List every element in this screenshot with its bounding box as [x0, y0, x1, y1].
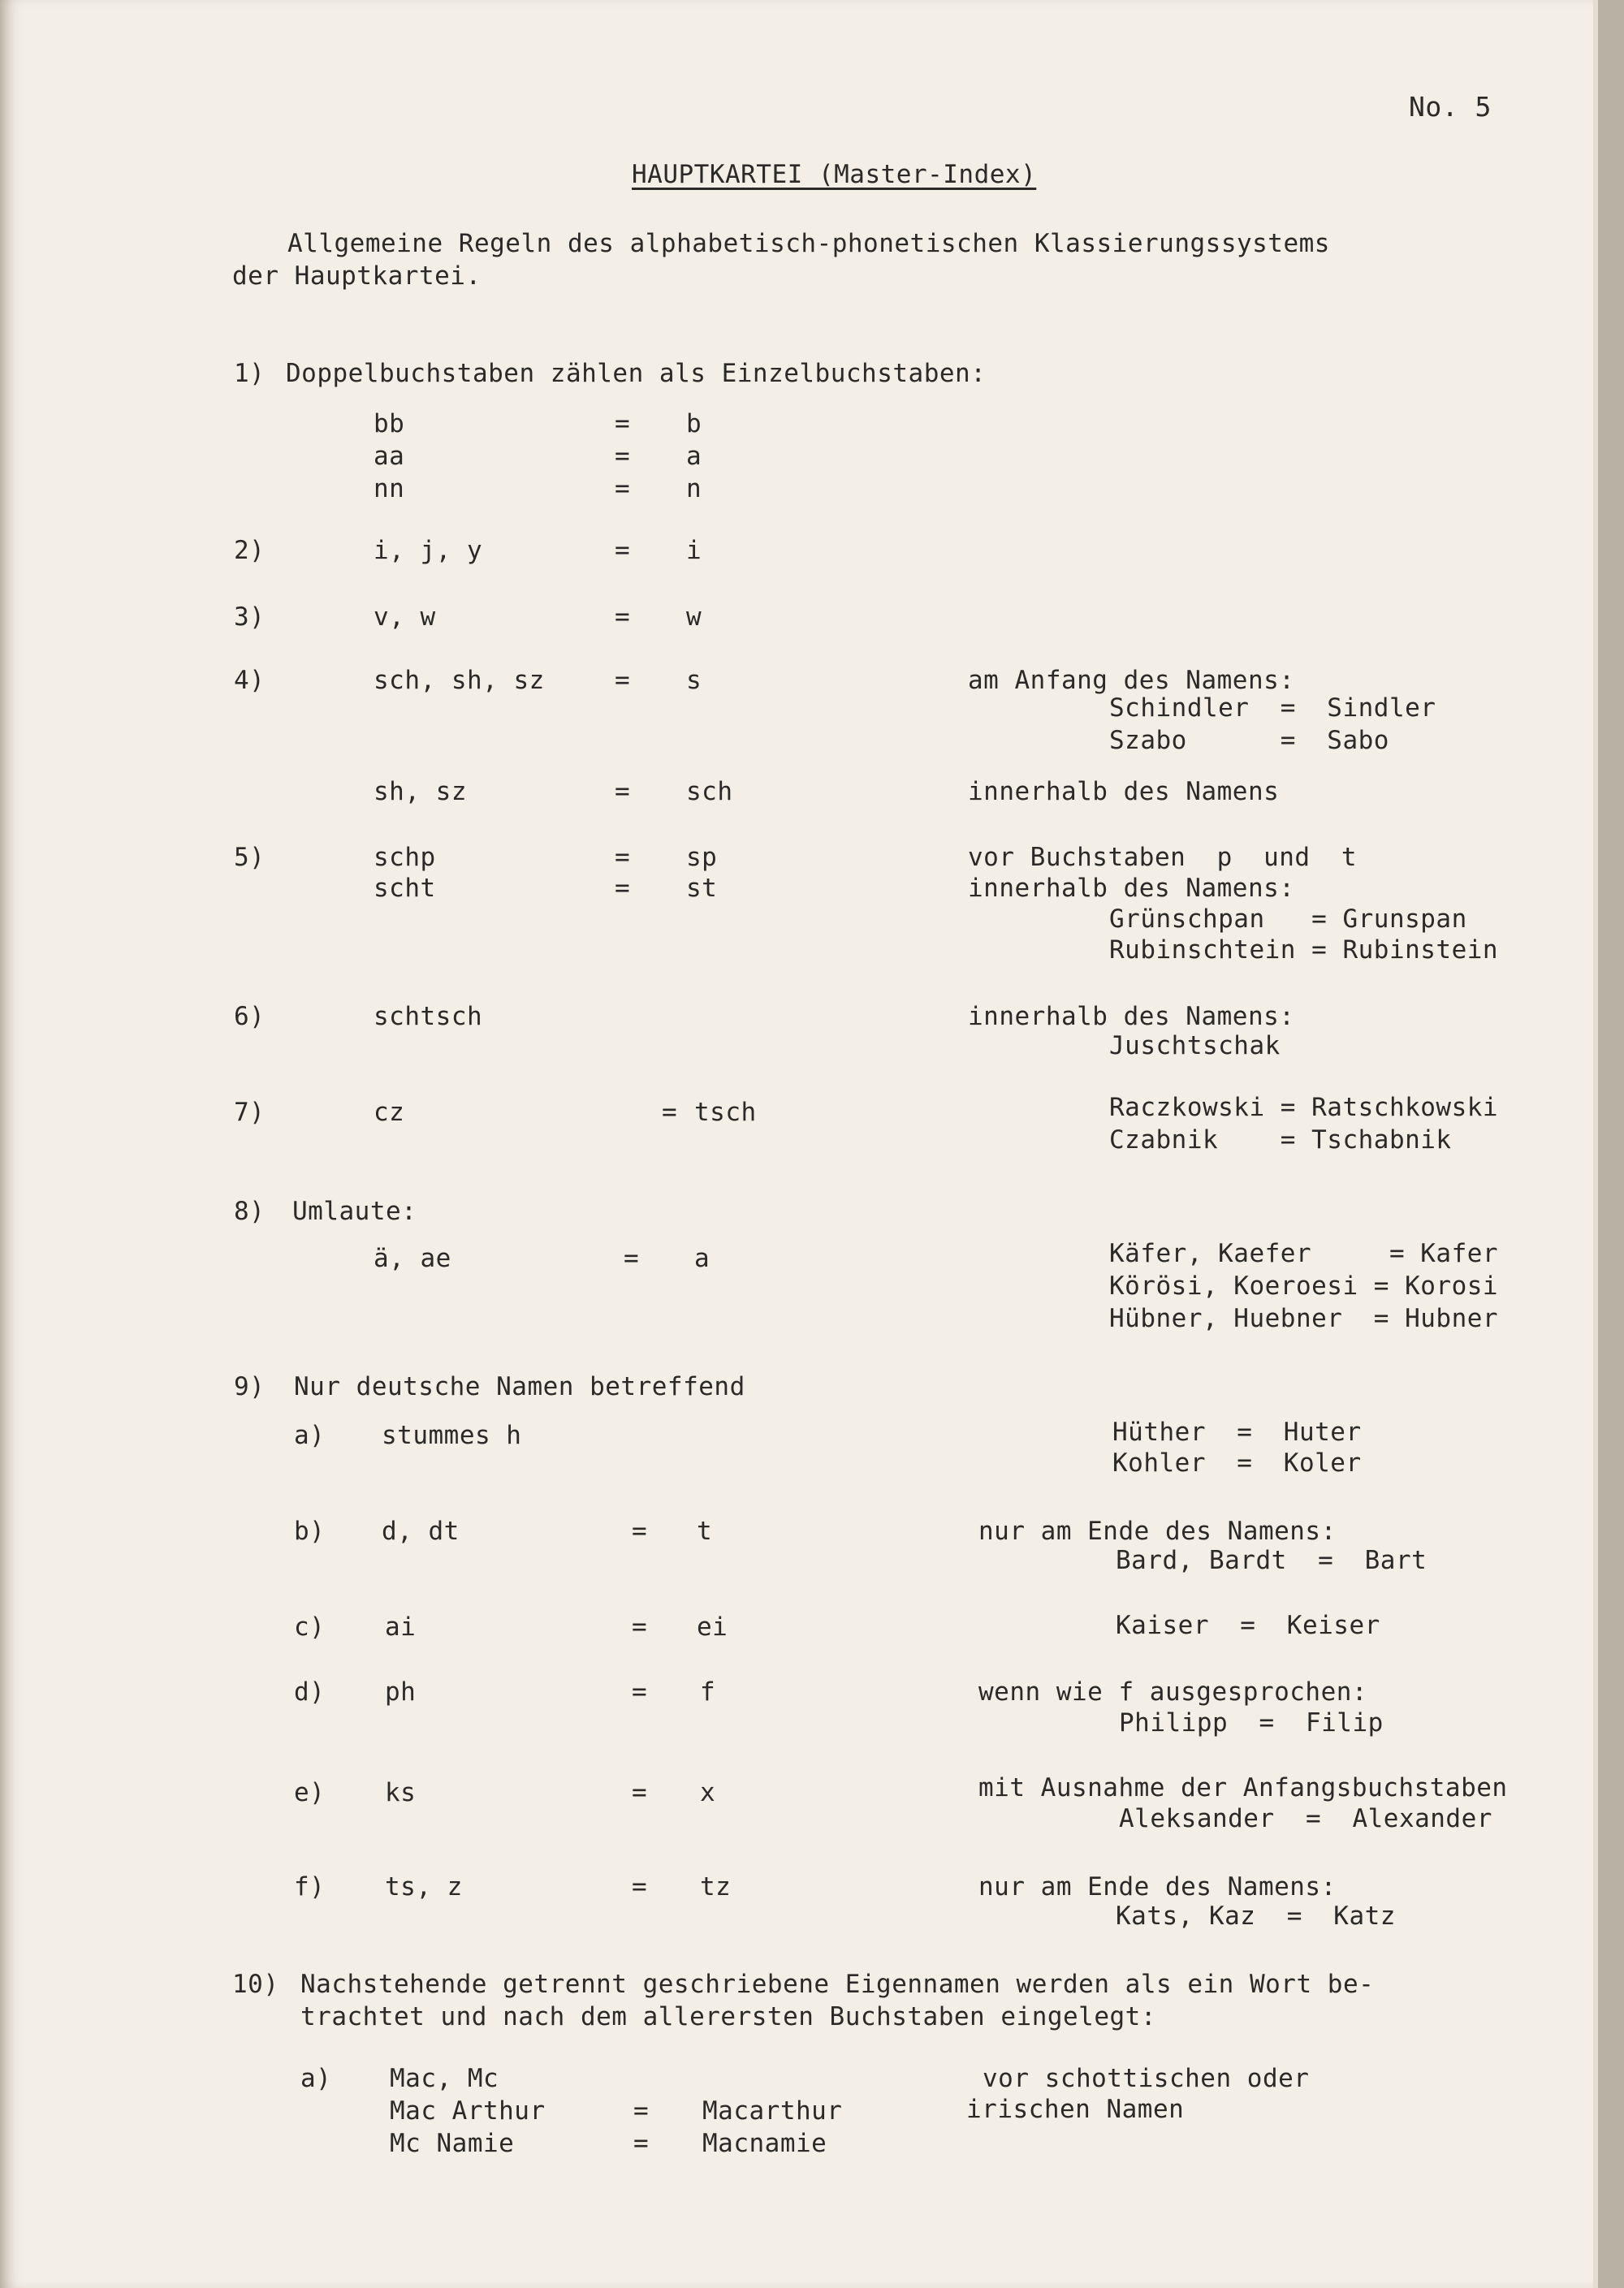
rule-target: tsch: [694, 1098, 757, 1127]
sub-rule-letter: c): [294, 1612, 326, 1642]
sub-rule-letter: e): [294, 1778, 326, 1807]
rule-note: innerhalb des Namens: [968, 777, 1280, 806]
rule-source: ph: [385, 1677, 417, 1707]
rule-number: 10): [232, 1970, 279, 1999]
rule-note: am Anfang des Namens:: [968, 666, 1295, 695]
rule-number: 8): [234, 1197, 266, 1226]
rule-equals: =: [615, 874, 631, 903]
rule-source: sh, sz: [374, 777, 467, 806]
rule-example: Juschtschak: [1109, 1031, 1281, 1060]
rule-target: st: [686, 874, 718, 903]
rule-heading: Nur deutsche Namen betreffend: [294, 1372, 745, 1401]
rule-example: Kats, Kaz = Katz: [1116, 1902, 1396, 1931]
rule-number: 5): [234, 843, 266, 872]
rule-note: nur am Ende des Namens:: [978, 1872, 1337, 1902]
rule-source: schp: [374, 843, 436, 872]
rule-equals: =: [632, 1872, 648, 1902]
rule-target: n: [686, 474, 702, 503]
page-number: No. 5: [1409, 91, 1492, 123]
rule-equals: =: [662, 1098, 678, 1127]
rule-number: 7): [234, 1098, 266, 1127]
rule-equals: =: [632, 1612, 648, 1642]
rule-example: Hübner, Huebner = Hubner: [1109, 1304, 1499, 1333]
rule-source: ai: [385, 1612, 417, 1642]
rule-target: x: [700, 1778, 716, 1807]
rule-example: Rubinschtein = Rubinstein: [1109, 935, 1499, 965]
rule-source: aa: [374, 442, 405, 471]
intro-line: Allgemeine Regeln des alphabetisch-phonetischen Klassierungssystems: [287, 229, 1330, 258]
rule-target: Macarthur: [702, 2096, 843, 2126]
rule-example: Käfer, Kaefer = Kafer: [1109, 1239, 1499, 1268]
rule-number: 1): [234, 359, 266, 388]
rule-target: tz: [700, 1872, 732, 1902]
rule-heading: Doppelbuchstaben zählen als Einzelbuchstaben:: [286, 359, 987, 388]
rule-target: a: [694, 1244, 710, 1273]
rule-source: stummes h: [382, 1421, 522, 1450]
rule-number: 4): [234, 666, 266, 695]
rule-source: v, w: [374, 602, 436, 632]
rule-heading: Umlaute:: [292, 1197, 417, 1226]
rule-source: ts, z: [385, 1872, 463, 1902]
rule-target: t: [697, 1517, 713, 1546]
sub-rule-letter: d): [294, 1677, 326, 1707]
page-title: HAUPTKARTEI (Master-Index): [632, 160, 1037, 189]
rule-equals: =: [615, 442, 631, 471]
rule-source: sch, sh, sz: [374, 666, 545, 695]
sub-rule-letter: a): [300, 2064, 332, 2093]
rule-target: Macnamie: [702, 2129, 827, 2158]
rule-example: Raczkowski = Ratschkowski: [1109, 1093, 1499, 1122]
rule-source: Mac, Mc: [390, 2064, 499, 2093]
rule-number: 6): [234, 1002, 266, 1031]
rule-example: Kaiser = Keiser: [1116, 1611, 1380, 1640]
rule-source: bb: [374, 409, 405, 438]
sub-rule-letter: f): [294, 1872, 326, 1902]
rule-source: d, dt: [382, 1517, 460, 1546]
rule-example: Szabo = Sabo: [1109, 726, 1389, 755]
rule-target: s: [686, 666, 702, 695]
rule-equals: =: [615, 602, 631, 632]
rule-target: i: [686, 536, 702, 565]
rule-source: Mc Namie: [390, 2129, 515, 2158]
rule-target: sch: [686, 777, 733, 806]
rule-target: a: [686, 442, 702, 471]
rule-source: scht: [374, 874, 436, 903]
rule-note: mit Ausnahme der Anfangsbuchstaben: [978, 1773, 1508, 1802]
rule-note: innerhalb des Namens:: [968, 874, 1295, 903]
rule-equals: =: [615, 474, 631, 503]
sub-rule-letter: a): [294, 1421, 326, 1450]
rule-heading: trachtet und nach dem allerersten Buchstaben eingelegt:: [300, 2002, 1156, 2031]
rule-example: Körösi, Koeroesi = Korosi: [1109, 1271, 1499, 1301]
rule-equals: =: [615, 536, 631, 565]
rule-equals: =: [632, 1517, 648, 1546]
rule-equals: =: [615, 666, 631, 695]
rule-note: irischen Namen: [966, 2095, 1185, 2124]
rule-equals: =: [633, 2129, 650, 2158]
rule-target: sp: [686, 843, 718, 872]
rule-source: cz: [374, 1098, 405, 1127]
rule-note: vor Buchstaben p und t: [968, 843, 1358, 872]
rule-equals: =: [633, 2096, 650, 2126]
rule-source: schtsch: [374, 1002, 483, 1031]
rule-note: innerhalb des Namens:: [968, 1002, 1295, 1031]
rule-equals: =: [615, 777, 631, 806]
rule-source: i, j, y: [374, 536, 483, 565]
rule-example: Schindler = Sindler: [1109, 693, 1436, 723]
rule-equals: =: [632, 1778, 648, 1807]
rule-example: Kohler = Koler: [1112, 1448, 1362, 1478]
rule-equals: =: [632, 1677, 648, 1707]
rule-number: 9): [234, 1372, 266, 1401]
rule-source: Mac Arthur: [390, 2096, 546, 2126]
rule-target: w: [686, 602, 702, 632]
sub-rule-letter: b): [294, 1517, 326, 1546]
rule-target: f: [700, 1677, 716, 1707]
rule-source: ä, ae: [374, 1244, 451, 1273]
rule-number: 2): [234, 536, 266, 565]
rule-equals: =: [615, 409, 631, 438]
rule-example: Philipp = Filip: [1119, 1708, 1384, 1738]
rule-example: Czabnik = Tschabnik: [1109, 1125, 1452, 1155]
rule-equals: =: [624, 1244, 640, 1273]
intro-line: der Hauptkartei.: [232, 261, 482, 291]
rule-note: nur am Ende des Namens:: [978, 1517, 1337, 1546]
rule-example: Bard, Bardt = Bart: [1116, 1546, 1427, 1575]
rule-equals: =: [615, 843, 631, 872]
rule-example: Grünschpan = Grunspan: [1109, 904, 1467, 934]
rule-source: ks: [385, 1778, 417, 1807]
rule-target: b: [686, 409, 702, 438]
rule-number: 3): [234, 602, 266, 632]
rule-heading: Nachstehende getrennt geschriebene Eigennamen werden als ein Wort be-: [300, 1970, 1375, 1999]
rule-note: wenn wie f ausgesprochen:: [978, 1677, 1368, 1707]
rule-target: ei: [697, 1612, 728, 1642]
rule-note: vor schottischen oder: [983, 2064, 1310, 2093]
rule-source: nn: [374, 474, 405, 503]
rule-example: Aleksander = Alexander: [1119, 1804, 1492, 1833]
rule-example: Hüther = Huter: [1112, 1418, 1362, 1447]
